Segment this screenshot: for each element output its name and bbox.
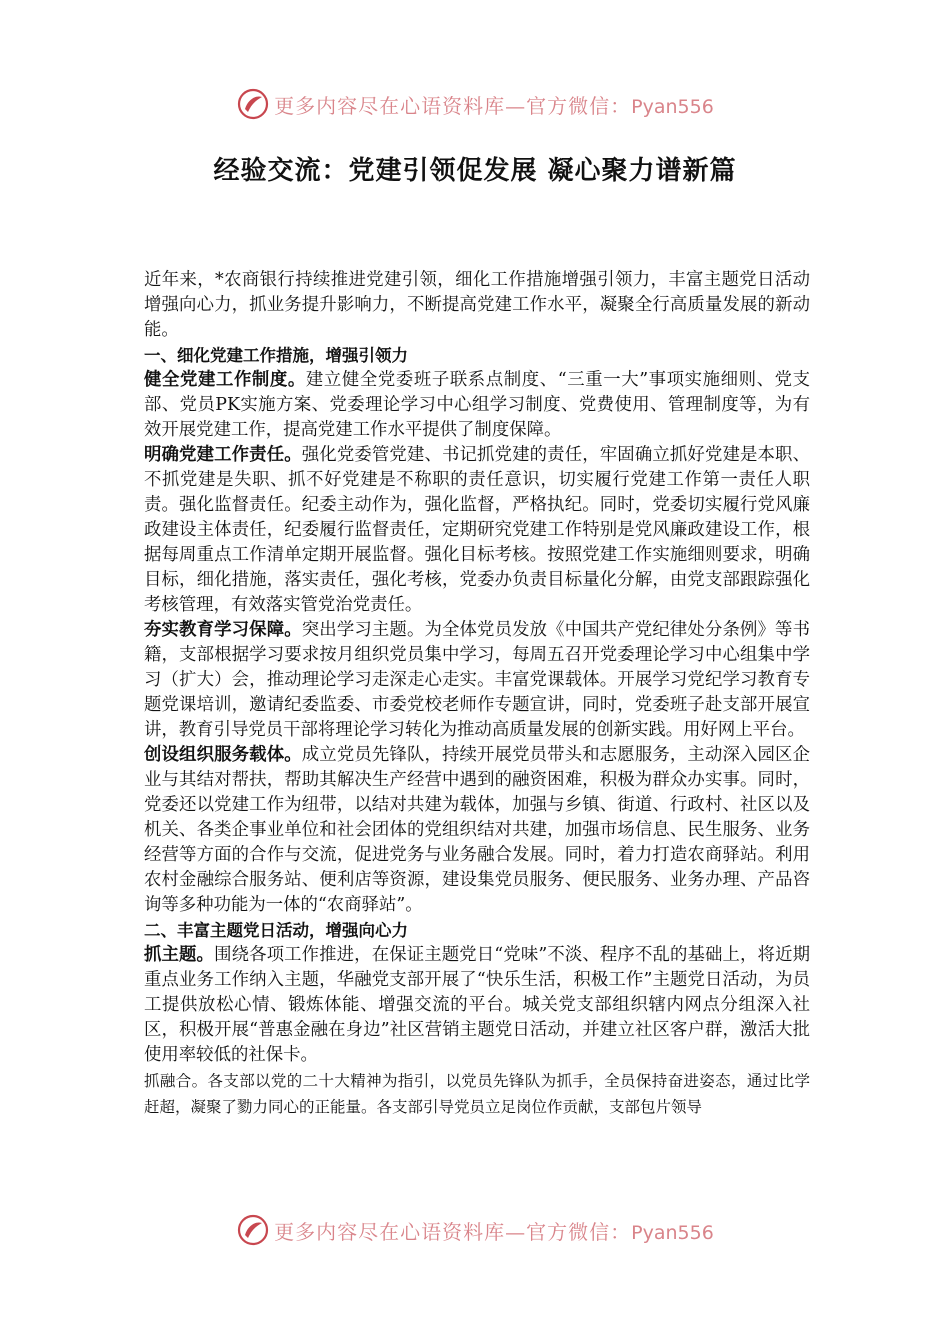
paragraph-service: 创设组织服务载体。成立党员先锋队，持续开展党员带头和志愿服务，主动深入园区企业与其结对帮扶，帮助其解决生产经营中遇到的融资困难，积极为群众办实事。同时，党委还以党建工作为纽带，以结对共建为载体，加强与乡镇、街道、行政村、社区以及机关、各类企事业单位和社会团体的党组织结对共建，加强市场信息、民生服务、业务经营等方面的合作与交流，促进党务与业务融合发展。同时，着力打造农商驿站。利用农村金融综合服务站、便利店等资源，建设集党员服务、便民服务、业务办理、产品咨询等多种功能为一体的“农商驿站”。 (144, 745, 810, 915)
footer-watermark-banner (0, 1210, 950, 1250)
paragraph-lead: 夯实教育学习保障。 (144, 620, 302, 640)
paragraph-lead: 明确党建工作责任。 (144, 445, 302, 465)
paragraph-lead: 健全党建工作制度。 (144, 370, 306, 390)
seal-logo-icon (236, 1213, 270, 1247)
intro-paragraph: 近年来，*农商银行持续推进党建引领，细化工作措施增强引领力，丰富主题党日活动增强向心力，抓业务提升影响力，不断提高党建工作水平，凝聚全行高质量发展的新动能。 (144, 270, 810, 340)
wechat-id: Pyan556 (631, 95, 714, 118)
paragraph-system: 健全党建工作制度。建立健全党委班子联系点制度、“三重一大”事项实施细则、党支部、党员PK实施方案、党委理论学习中心组学习制度、党费使用、管理制度等，为有效开展党建工作，提高党建工作水平提供了制度保障。 (144, 370, 810, 440)
header-watermark-banner (0, 84, 950, 124)
paragraph-lead: 抓主题。 (144, 945, 215, 965)
page-title: 经验交流：党建引领促发展 凝心聚力谱新篇 (213, 156, 737, 186)
document-body (144, 268, 810, 1120)
paragraph-integration: 抓融合。各支部以党的二十大精神为指引，以党员先锋队为抓手，全员保持奋进姿态，通过比学赶超，凝聚了勠力同心的正能量。各支部引导党员立足岗位作贡献，支部包片领导 (144, 1072, 810, 1116)
paragraph-lead: 创设组织服务载体。 (144, 745, 302, 765)
watermark-text: 更多内容尽在心语资料库—官方微信：Pyan556 (274, 93, 714, 118)
seal-logo-icon (236, 87, 270, 121)
watermark-text: 更多内容尽在心语资料库—官方微信：Pyan556 (274, 1219, 714, 1244)
paragraph-responsibility: 明确党建工作责任。强化党委管党建、书记抓党建的责任，牢固确立抓好党建是本职、不抓党建是失职、抓不好党建是不称职的责任意识，切实履行党建工作第一责任人职责。强化监督责任。纪委主动作为，强化监督，严格执纪。同时，党委切实履行党风廉政建设主体责任，纪委履行监督责任，定期研究党建工作特别是党风廉政建设工作，根据每周重点工作清单定期开展监督。强化目标考核。按照党建工作实施细则要求，明确目标，细化措施，落实责任，强化考核，党委办负责目标量化分解，由党支部跟踪强化考核管理，有效落实管党治党责任。 (144, 445, 810, 615)
section-heading-2: 二、丰富主题党日活动，增强向心力 (144, 921, 408, 940)
section-heading-1: 一、细化党建工作措施，增强引领力 (144, 346, 408, 365)
paragraph-education: 夯实教育学习保障。突出学习主题。为全体党员发放《中国共产党纪律处分条例》等书籍，支部根据学习要求按月组织党员集中学习，每周五召开党委理论学习中心组集中学习（扩大）会，推动理论学习走深走心走实。丰富党课载体。开展学习党纪学习教育专题党课培训，邀请纪委监委、市委党校老师作专题宣讲，同时，党委班子赴支部开展宣讲，教育引导党员干部将理论学习转化为推动高质量发展的创新实践。用好网上平台。 (144, 620, 810, 740)
paragraph-theme: 抓主题。围绕各项工作推进，在保证主题党日“党味”不淡、程序不乱的基础上，将近期重点业务工作纳入主题，华融党支部开展了“快乐生活，积极工作”主题党日活动，为员工提供放松心情、锻炼体能、增强交流的平台。城关党支部组织辖内网点分组深入社区，积极开展“普惠金融在身边”社区营销主题党日活动，并建立社区客户群，激活大批使用率较低的社保卡。 (144, 945, 810, 1065)
wechat-id: Pyan556 (631, 1221, 714, 1244)
